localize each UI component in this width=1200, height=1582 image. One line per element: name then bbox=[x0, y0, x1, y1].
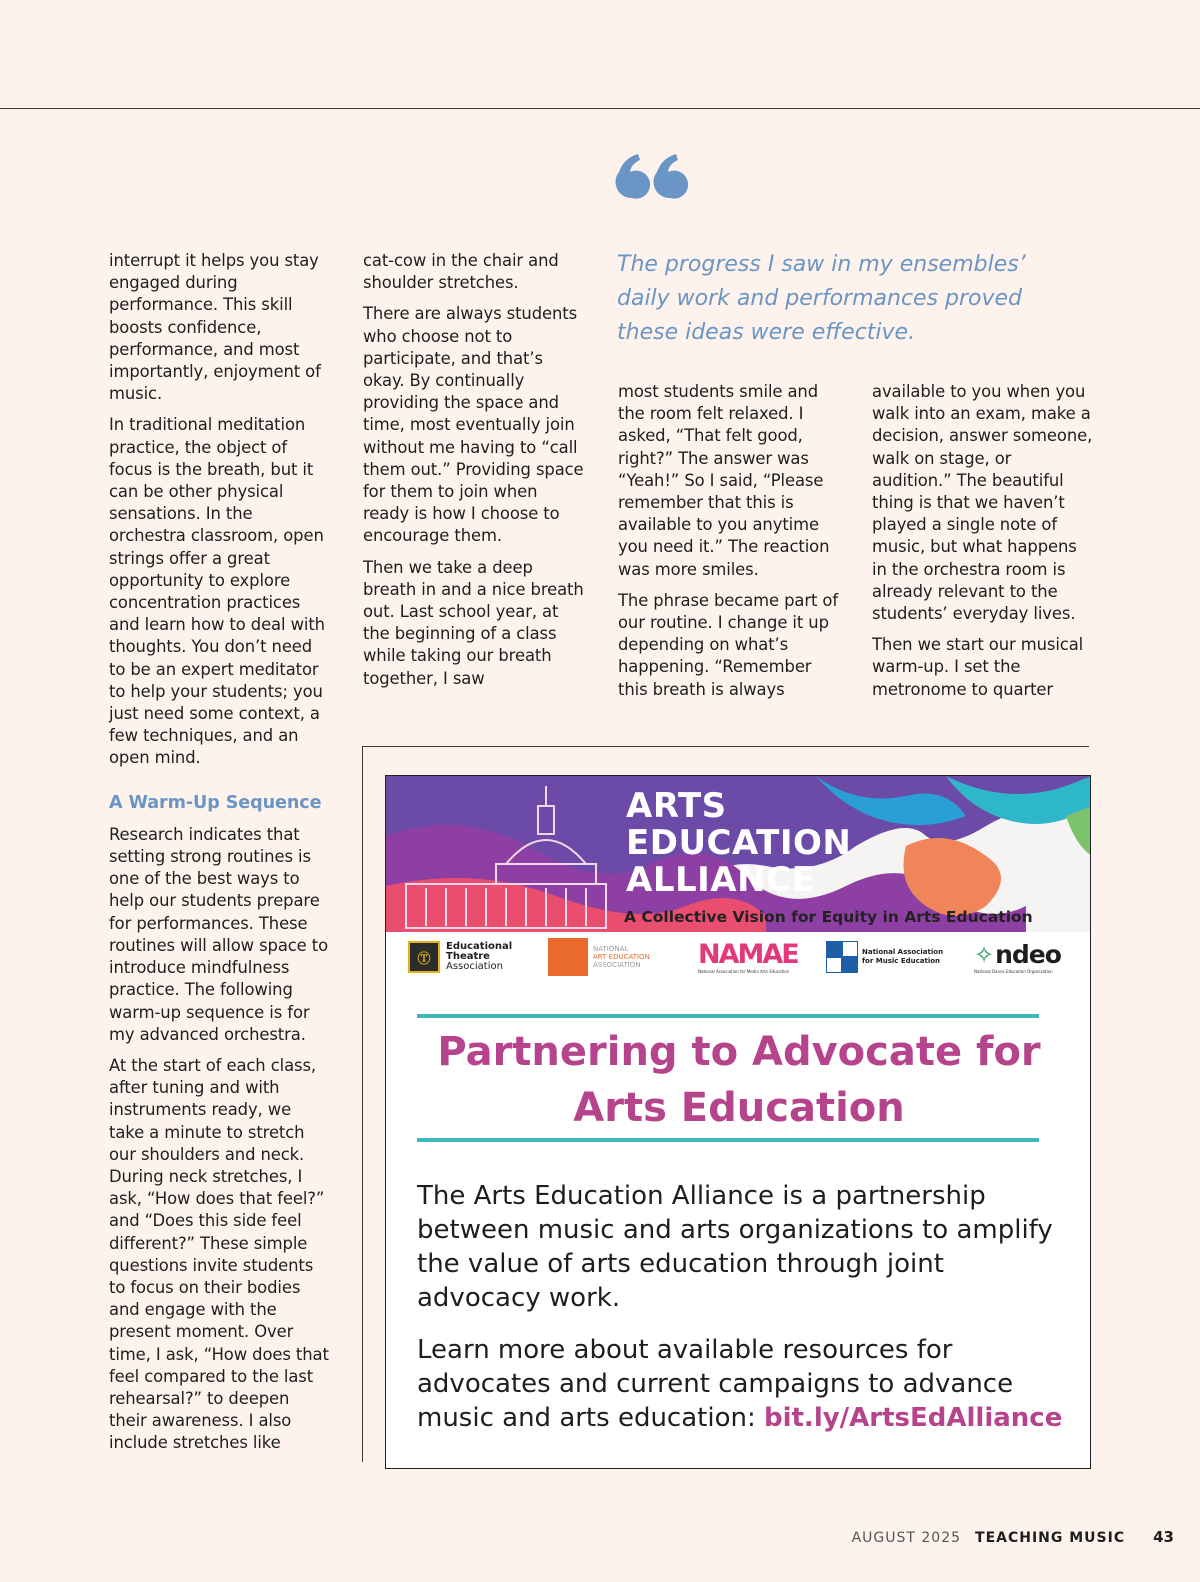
ndeo-wordmark: ndeo bbox=[995, 939, 1061, 969]
paragraph: In traditional meditation practice, the object of focus is the breath, but it can be other physical sensations. In the orchestra classroom, open strings offer a great opportunity to explore concentration practices and learn how to deal with thoughts. You don’t need to be an expert meditator to help your students; you just need some context, a few techniques, and an open mind. bbox=[109, 415, 325, 768]
ad-frame-top bbox=[362, 746, 1089, 747]
alliance-title-line: ARTS bbox=[626, 786, 727, 826]
ad-headline-line: Partnering to Advocate for bbox=[437, 1029, 1041, 1075]
ad-body bbox=[417, 1179, 1067, 1453]
paragraph: The phrase became part of our routine. I change it up depending on what’s happening. “Remember this breath is always bbox=[618, 590, 839, 699]
top-rule bbox=[0, 108, 1200, 109]
paragraph: There are always students who choose not to participate, and that’s okay. By continually providing the space and time, most eventually join without me having to “call them out.” Providing space for them to join when ready is how I choose to encourage them. bbox=[363, 304, 584, 546]
nafme-grid-cell bbox=[826, 941, 842, 957]
article-column-2 bbox=[363, 250, 585, 699]
naea-logo-text bbox=[593, 945, 650, 969]
eta-name-line: Association bbox=[446, 961, 503, 972]
nafme-name-line: National Association bbox=[862, 948, 944, 956]
nafme-logo-text bbox=[862, 948, 943, 966]
magazine-name: TEACHING MUSIC bbox=[975, 1530, 1126, 1546]
ad-headline bbox=[386, 1024, 1091, 1136]
nafme-grid-icon bbox=[826, 941, 858, 973]
paragraph: Then we start our musical warm-up. I set the metronome to quarter bbox=[872, 635, 1084, 699]
paragraph: Then we take a deep breath in and a nice breath out. Last school year, at the beginning of a class while taking our breath together, I saw bbox=[363, 557, 584, 688]
eta-name-line: Educational bbox=[446, 941, 513, 952]
issue-date: AUGUST 2025 bbox=[851, 1530, 962, 1546]
paragraph: cat-cow in the chair and shoulder stretches. bbox=[363, 251, 559, 293]
nafme-grid-cell bbox=[842, 957, 858, 973]
ad-banner bbox=[386, 776, 1091, 932]
eta-name-line: Theatre bbox=[446, 951, 490, 962]
ad-body-text: Learn more about available resources for advocates and current campaigns to advance music and arts education: bbox=[417, 1335, 1014, 1433]
article-column-3 bbox=[618, 381, 840, 710]
eta-logo[interactable] bbox=[408, 936, 512, 978]
nafme-logo[interactable] bbox=[826, 936, 943, 978]
nafme-grid-cell bbox=[842, 941, 858, 957]
namae-subtitle: National Association for Media Arts Education bbox=[698, 968, 790, 974]
partner-logos bbox=[386, 936, 1091, 986]
theatre-masks-icon: Ⓣ bbox=[408, 941, 440, 973]
eta-logo-text bbox=[446, 942, 512, 972]
alliance-subtitle: A Collective Vision for Equity in Arts Education bbox=[624, 908, 1033, 926]
paragraph: available to you when you walk into an exam, make a decision, answer someone, walk on stage, or audition.” The beautiful thing is that we haven’t played a single note of music, but what happens in the orchestra room is already relevant to the students’ everyday lives. bbox=[872, 382, 1093, 624]
paragraph: Research indicates that setting strong routines is one of the best ways to help our students prepare for performances. These routines will allow space to introduce mindfulness practice. The following warm-up sequence is for my advanced orchestra. bbox=[109, 824, 329, 1044]
alliance-link[interactable]: bit.ly/ArtsEdAlliance bbox=[763, 1403, 1063, 1433]
arts-education-alliance-ad[interactable] bbox=[385, 775, 1091, 1469]
divider-bottom bbox=[417, 1138, 1039, 1142]
ad-body-paragraph bbox=[417, 1333, 1067, 1435]
naea-logo[interactable] bbox=[548, 936, 650, 978]
pull-quote: The progress I saw in my ensembles’ daily work and performances proved these ideas were effective. bbox=[617, 252, 1026, 345]
alliance-title-line: ALLIANCE bbox=[626, 860, 816, 900]
ad-body-paragraph: The Arts Education Alliance is a partnership between music and arts organizations to amplify the value of arts education through joint advocacy work. bbox=[417, 1181, 1053, 1313]
paragraph: At the start of each class, after tuning and with instruments ready, we take a minute to stretch our shoulders and neck. During neck stretches, I ask, “How does that feel?” and “Does this side feel different?” These simple questions invite students to focus on their bodies and engage with the present moment. Over time, I ask, “How does that feel compared to the last rehearsal?” to deepen their awareness. I also include stretches like bbox=[109, 1055, 329, 1453]
namae-logo[interactable] bbox=[698, 936, 798, 978]
naea-name-line: ASSOCIATION bbox=[593, 961, 641, 969]
dancer-icon: ✧ bbox=[974, 940, 995, 969]
ad-frame-left bbox=[362, 746, 363, 1462]
nafme-name-line: for Music Education bbox=[862, 957, 941, 965]
naea-name-line: NATIONAL bbox=[593, 945, 629, 953]
divider-top bbox=[417, 1014, 1039, 1018]
article-column-1 bbox=[109, 250, 331, 1464]
paragraph: most students smile and the room felt relaxed. I asked, “That felt good, right?” The answer was “Yeah!” So I said, “Please remember that this is available to you anytime you need it.” The reaction was more smiles. bbox=[618, 382, 830, 579]
alliance-title-line: EDUCATION bbox=[626, 823, 852, 863]
ndeo-logo[interactable] bbox=[974, 936, 1061, 978]
section-subhead: A Warm-Up Sequence bbox=[109, 792, 322, 813]
article-column-4 bbox=[872, 381, 1094, 710]
quote-mark-icon bbox=[614, 150, 690, 204]
ndeo-wordmark-row bbox=[974, 941, 1061, 969]
alliance-title bbox=[626, 788, 851, 899]
naea-mark-icon bbox=[548, 938, 588, 976]
namae-wordmark: NAMAE bbox=[698, 938, 798, 970]
page-footer bbox=[852, 1528, 1174, 1546]
nafme-grid-cell bbox=[826, 957, 842, 973]
ndeo-subtitle: National Dance Education Organization bbox=[974, 968, 1053, 974]
page-number: 43 bbox=[1153, 1528, 1174, 1546]
naea-name-line: ART EDUCATION bbox=[593, 953, 650, 961]
paragraph: interrupt it helps you stay engaged during performance. This skill boosts confidence, performance, and most importantly, enjoyment of music. bbox=[109, 251, 321, 404]
ad-headline-line: Arts Education bbox=[573, 1085, 905, 1131]
